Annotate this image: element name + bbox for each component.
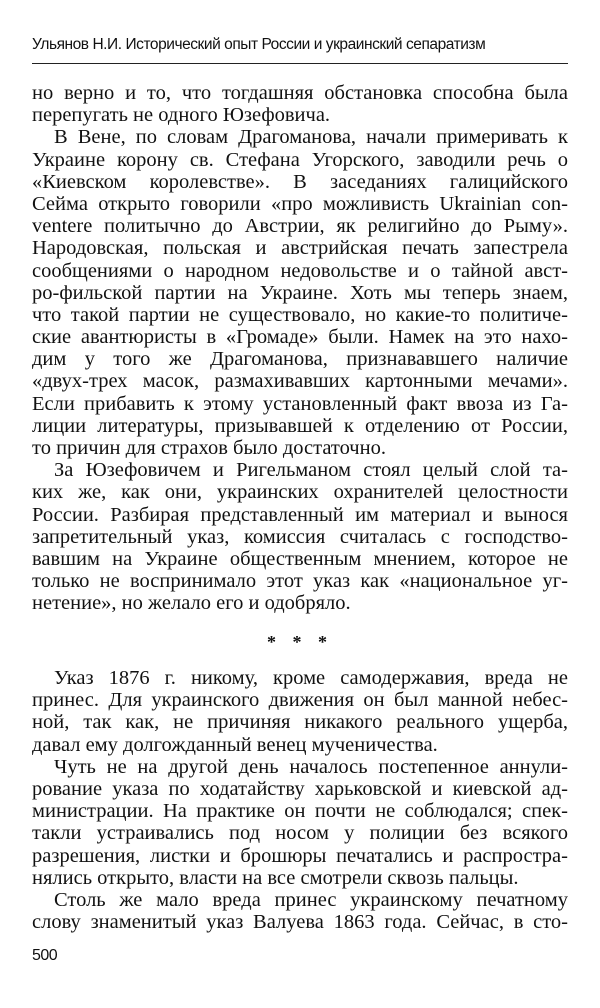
text-line: слову знаменитый указ Валуева 1863 года. Сейчас, в сто- — [32, 911, 568, 934]
paragraph — [32, 889, 568, 933]
text-line: сообщениями о народном недовольстве и о тайной авст- — [32, 259, 568, 282]
text-line: такли устраивались под носом у полиции без всякого — [32, 822, 568, 845]
text-line: Украине корону св. Стефана Угорского, заводили речь о — [32, 148, 568, 171]
text-line: ких же, как они, украинских охранителей целостности — [32, 481, 568, 504]
text-line: что такой партии не существовало, но какие-то политиче- — [32, 303, 568, 326]
paragraph — [32, 82, 568, 126]
text-line: Если прибавить к этому установленный факт ввоза из Га- — [32, 392, 568, 415]
text-line: но верно и то, что тогдашняя обстановка способна была — [32, 82, 568, 104]
paragraph — [32, 459, 568, 614]
text-line: «двух-трех масок, размахивавших картонными мечами». — [32, 370, 568, 393]
text-line: вавшим на Украине общественным мнением, которое не — [32, 547, 568, 570]
text-line: Столь же мало вреда принес украинскому печатному — [54, 888, 568, 911]
text-line: то причин для страхов было достаточно. — [32, 437, 386, 459]
text-line: разрешения, листки и брошюры печатались и распростра- — [32, 844, 568, 867]
paragraph — [32, 756, 568, 889]
running-title: Ульянов Н.И. Исторический опыт России и украинский сепаратизм — [32, 36, 486, 53]
text-line: рование указа по ходатайству харьковской и киевской ад- — [32, 777, 568, 800]
text-line: нетение», но желало его и одобряло. — [32, 592, 351, 615]
text-line: дим у того же Драгоманова, признававшего наличие — [32, 348, 568, 371]
text-line: За Юзефовичем и Ригельманом стоял целый слой та- — [54, 459, 568, 482]
text-section-2 — [32, 667, 568, 933]
text-line: «Киевском королевстве». В заседаниях галицийского — [32, 170, 568, 193]
text-line: Народовская, польская и австрийская печать запестрела — [32, 237, 568, 260]
text-line: России. Разбирая представленный им материал и вынося — [32, 503, 568, 526]
text-line: ной, так как, не причиняя никакого реального ущерба, — [32, 711, 568, 734]
text-line: Указ 1876 г. никому, кроме самодержавия, вреда не — [54, 667, 568, 689]
text-line: принес. Для украинского движения он был манной небес- — [32, 689, 568, 712]
header-rule — [32, 63, 568, 64]
text-line: лиции литературы, призывавшей к отделению от России, — [32, 414, 568, 437]
text-line: министрации. На практике он почти не соблюдался; спек- — [32, 800, 568, 823]
text-line: В Вене, по словам Драгоманова, начали примеривать к — [54, 126, 568, 149]
text-line: Сейма открыто говорили «про можливисть Ukrainian con- — [32, 192, 568, 215]
text-line: запретительный указ, комиссия считалась с господство- — [32, 525, 568, 548]
text-section-1 — [32, 82, 568, 615]
paragraph — [32, 667, 568, 756]
section-separator: * * * — [267, 632, 333, 652]
text-line: давал ему долгожданный венец мученичества. — [32, 733, 438, 756]
page-number: 500 — [32, 947, 58, 964]
text-line: только не воспринимало этот указ как «национальное уг- — [32, 570, 568, 593]
text-line: ро-фильской партии на Украине. Хоть мы теперь знаем, — [32, 281, 568, 304]
text-line: перепугать не одного Юзефовича. — [32, 104, 331, 127]
paragraph — [32, 126, 568, 459]
text-line: Чуть не на другой день началось постепенное аннули- — [54, 755, 568, 778]
text-line: нялись открыто, власти на все смотрели сквозь пальцы. — [32, 866, 519, 889]
text-line: ские авантюристы в «Громаде» были. Намек на это нахо- — [32, 326, 568, 349]
text-line: ventere политычно до Австрии, як религийно до Рыму». — [32, 215, 568, 238]
